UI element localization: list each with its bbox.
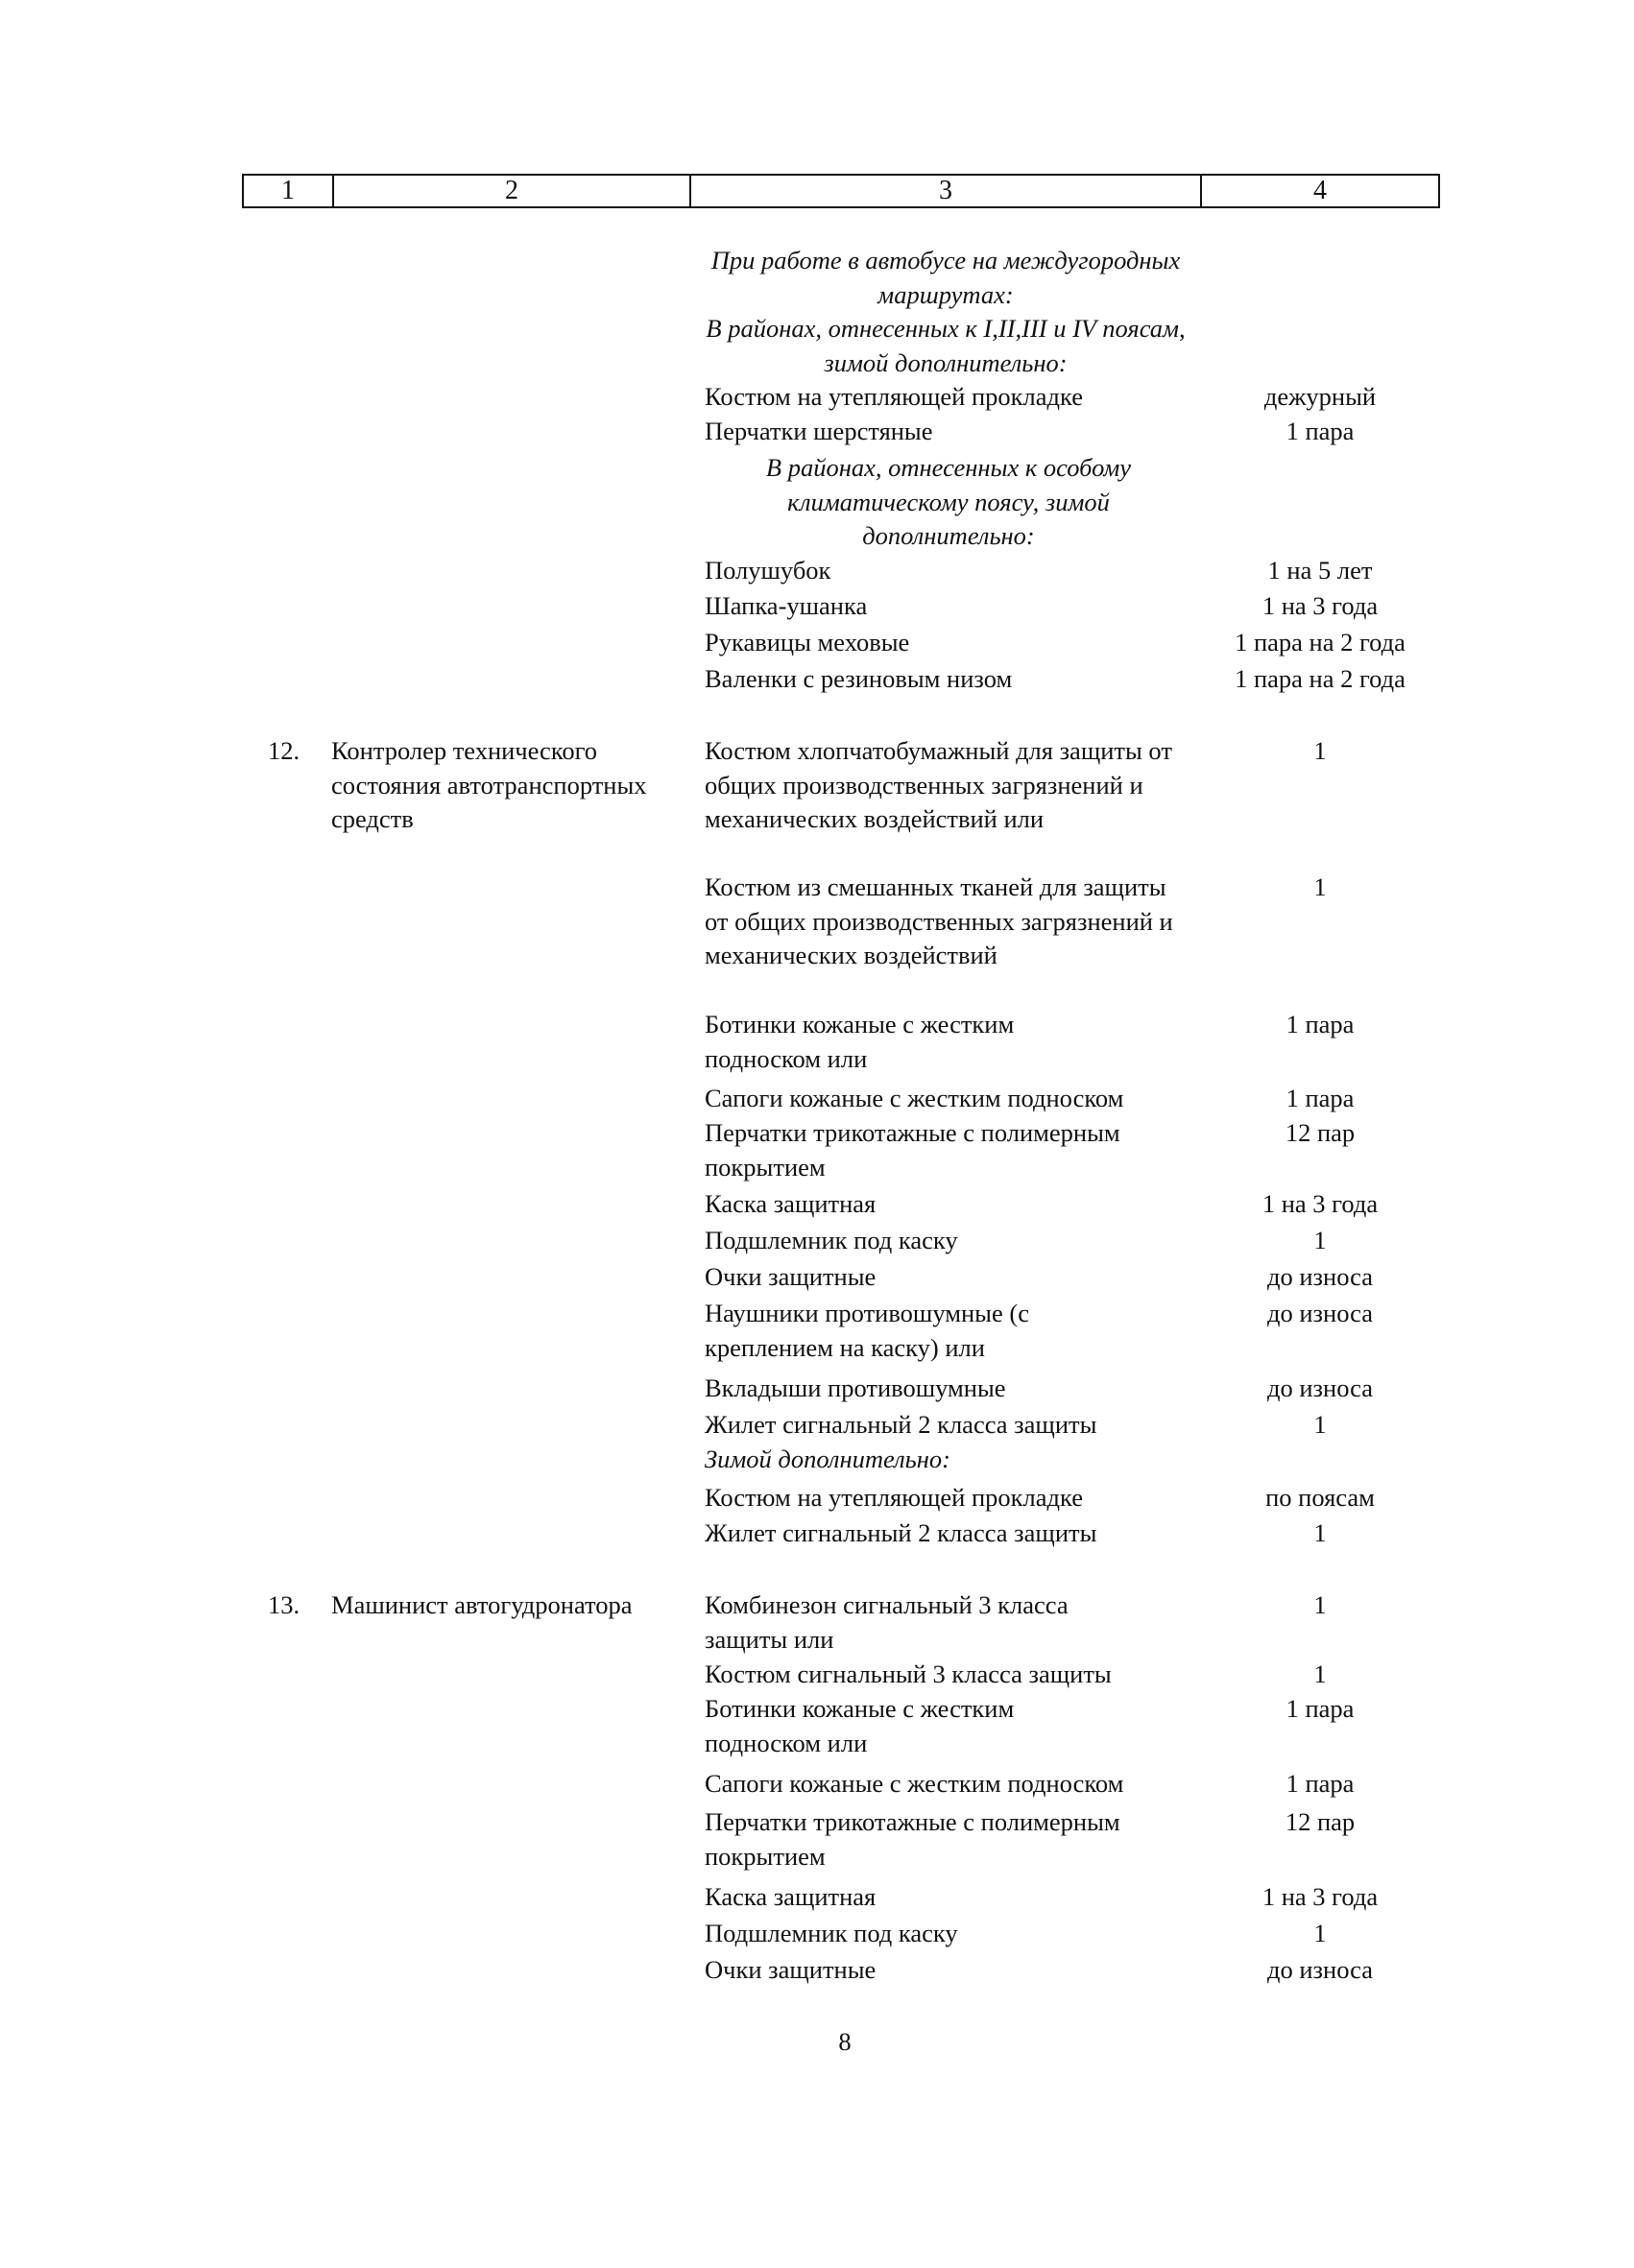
item-cell: Каска защитная [705,1189,877,1218]
row-number: 12. [268,736,300,765]
caption-special-zone: В районах, отнесенных к особому климатическому поясу, зимой дополнительно: [765,453,1132,550]
qty-cell: 1 [1313,1919,1327,1947]
qty-cell: до износа [1267,1955,1373,1984]
item-cell: Костюм из смешанных тканей для защиты от общих производственных загрязнений и механических воздействий [705,872,1173,969]
caption-zones-1-4: В районах, отнесенных к I,II,III и IV поясам, зимой дополнительно: [706,314,1186,377]
item-cell: Сапоги кожаные с жестким подноском [705,1084,1124,1112]
row-number: 13. [268,1590,300,1619]
item-cell: Костюм на утепляющей прокладке [705,382,1083,411]
qty-cell: 1 пара [1286,1694,1355,1723]
qty-cell: 1 [1313,1410,1327,1439]
qty-cell: 1 пара [1286,1010,1355,1039]
item-cell: Перчатки трикотажные с полимерным покрытием [705,1807,1120,1871]
item-cell: Ботинки кожаные с жестким подноском или [705,1010,1015,1073]
qty-cell: 1 на 5 лет [1267,556,1373,585]
header-col-3: 3 [689,176,1200,206]
item-cell: Вкладыши противошумные [705,1373,1006,1402]
item-cell: Перчатки трикотажные с полимерным покрытием [705,1118,1120,1182]
qty-cell: 12 пар [1285,1118,1356,1147]
item-cell: Комбинезон сигнальный 3 класса защиты или [705,1590,1069,1654]
qty-cell: 12 пар [1285,1807,1356,1836]
item-cell: Сапоги кожаные с жестким подноском [705,1769,1124,1798]
item-cell: Подшлемник под каску [705,1226,958,1254]
item-cell: Полушубок [705,556,831,585]
item-cell: Шапка-ушанка [705,591,868,620]
qty-cell: 1 [1313,1659,1327,1688]
qty-cell: 1 [1313,1590,1327,1619]
qty-cell: 1 [1313,1518,1327,1547]
qty-cell: 1 на 3 года [1262,591,1379,620]
item-cell: Костюм на утепляющей прокладке [705,1483,1083,1512]
qty-cell: 1 [1313,736,1327,765]
qty-cell: до износа [1267,1262,1373,1291]
item-cell: Подшлемник под каску [705,1919,958,1947]
qty-cell: 1 пара на 2 года [1235,664,1406,693]
header-col-2: 2 [332,176,689,206]
profession-name: Контролер технического состояния автотранспортных средств [331,736,647,833]
header-col-4: 4 [1200,176,1438,206]
item-cell: Костюм хлопчатобумажный для защиты от общих производственных загрязнений и механических воздействий или [705,736,1172,833]
qty-cell: 1 пара на 2 года [1235,628,1406,657]
caption-intercity: При работе в автобусе на междугородных маршрутах: [710,246,1181,309]
qty-cell: 1 [1313,1226,1327,1254]
caption-winter-add: Зимой дополнительно: [705,1444,950,1473]
item-cell: Очки защитные [705,1955,877,1984]
item-cell: Очки защитные [705,1262,877,1291]
qty-cell: 1 пара [1286,1769,1355,1798]
qty-cell: 1 на 3 года [1262,1882,1379,1911]
item-cell: Жилет сигнальный 2 класса защиты [705,1518,1097,1547]
item-cell: Валенки с резиновым низом [705,664,1013,693]
page-number: 8 [838,2027,852,2056]
qty-cell: 1 пара [1286,1084,1355,1112]
item-cell: Каска защитная [705,1882,877,1911]
qty-cell: 1 пара [1286,417,1355,445]
item-cell: Наушники противошумные (с креплением на каску) или [705,1299,1029,1362]
qty-cell: до износа [1267,1373,1373,1402]
item-cell: Перчатки шерстяные [705,417,933,445]
item-cell: Рукавицы меховые [705,628,910,657]
qty-cell: 1 [1313,872,1327,901]
header-col-1: 1 [281,176,295,205]
profession-name: Машинист автогудронатора [331,1590,633,1619]
item-cell: Ботинки кожаные с жестким подноском или [705,1694,1015,1757]
qty-cell: дежурный [1263,382,1377,411]
item-cell: Жилет сигнальный 2 класса защиты [705,1410,1097,1439]
item-cell: Костюм сигнальный 3 класса защиты [705,1659,1112,1688]
qty-cell: по поясам [1265,1483,1375,1512]
table-header-row [242,174,1440,208]
qty-cell: до износа [1267,1299,1373,1327]
qty-cell: 1 на 3 года [1262,1189,1379,1218]
